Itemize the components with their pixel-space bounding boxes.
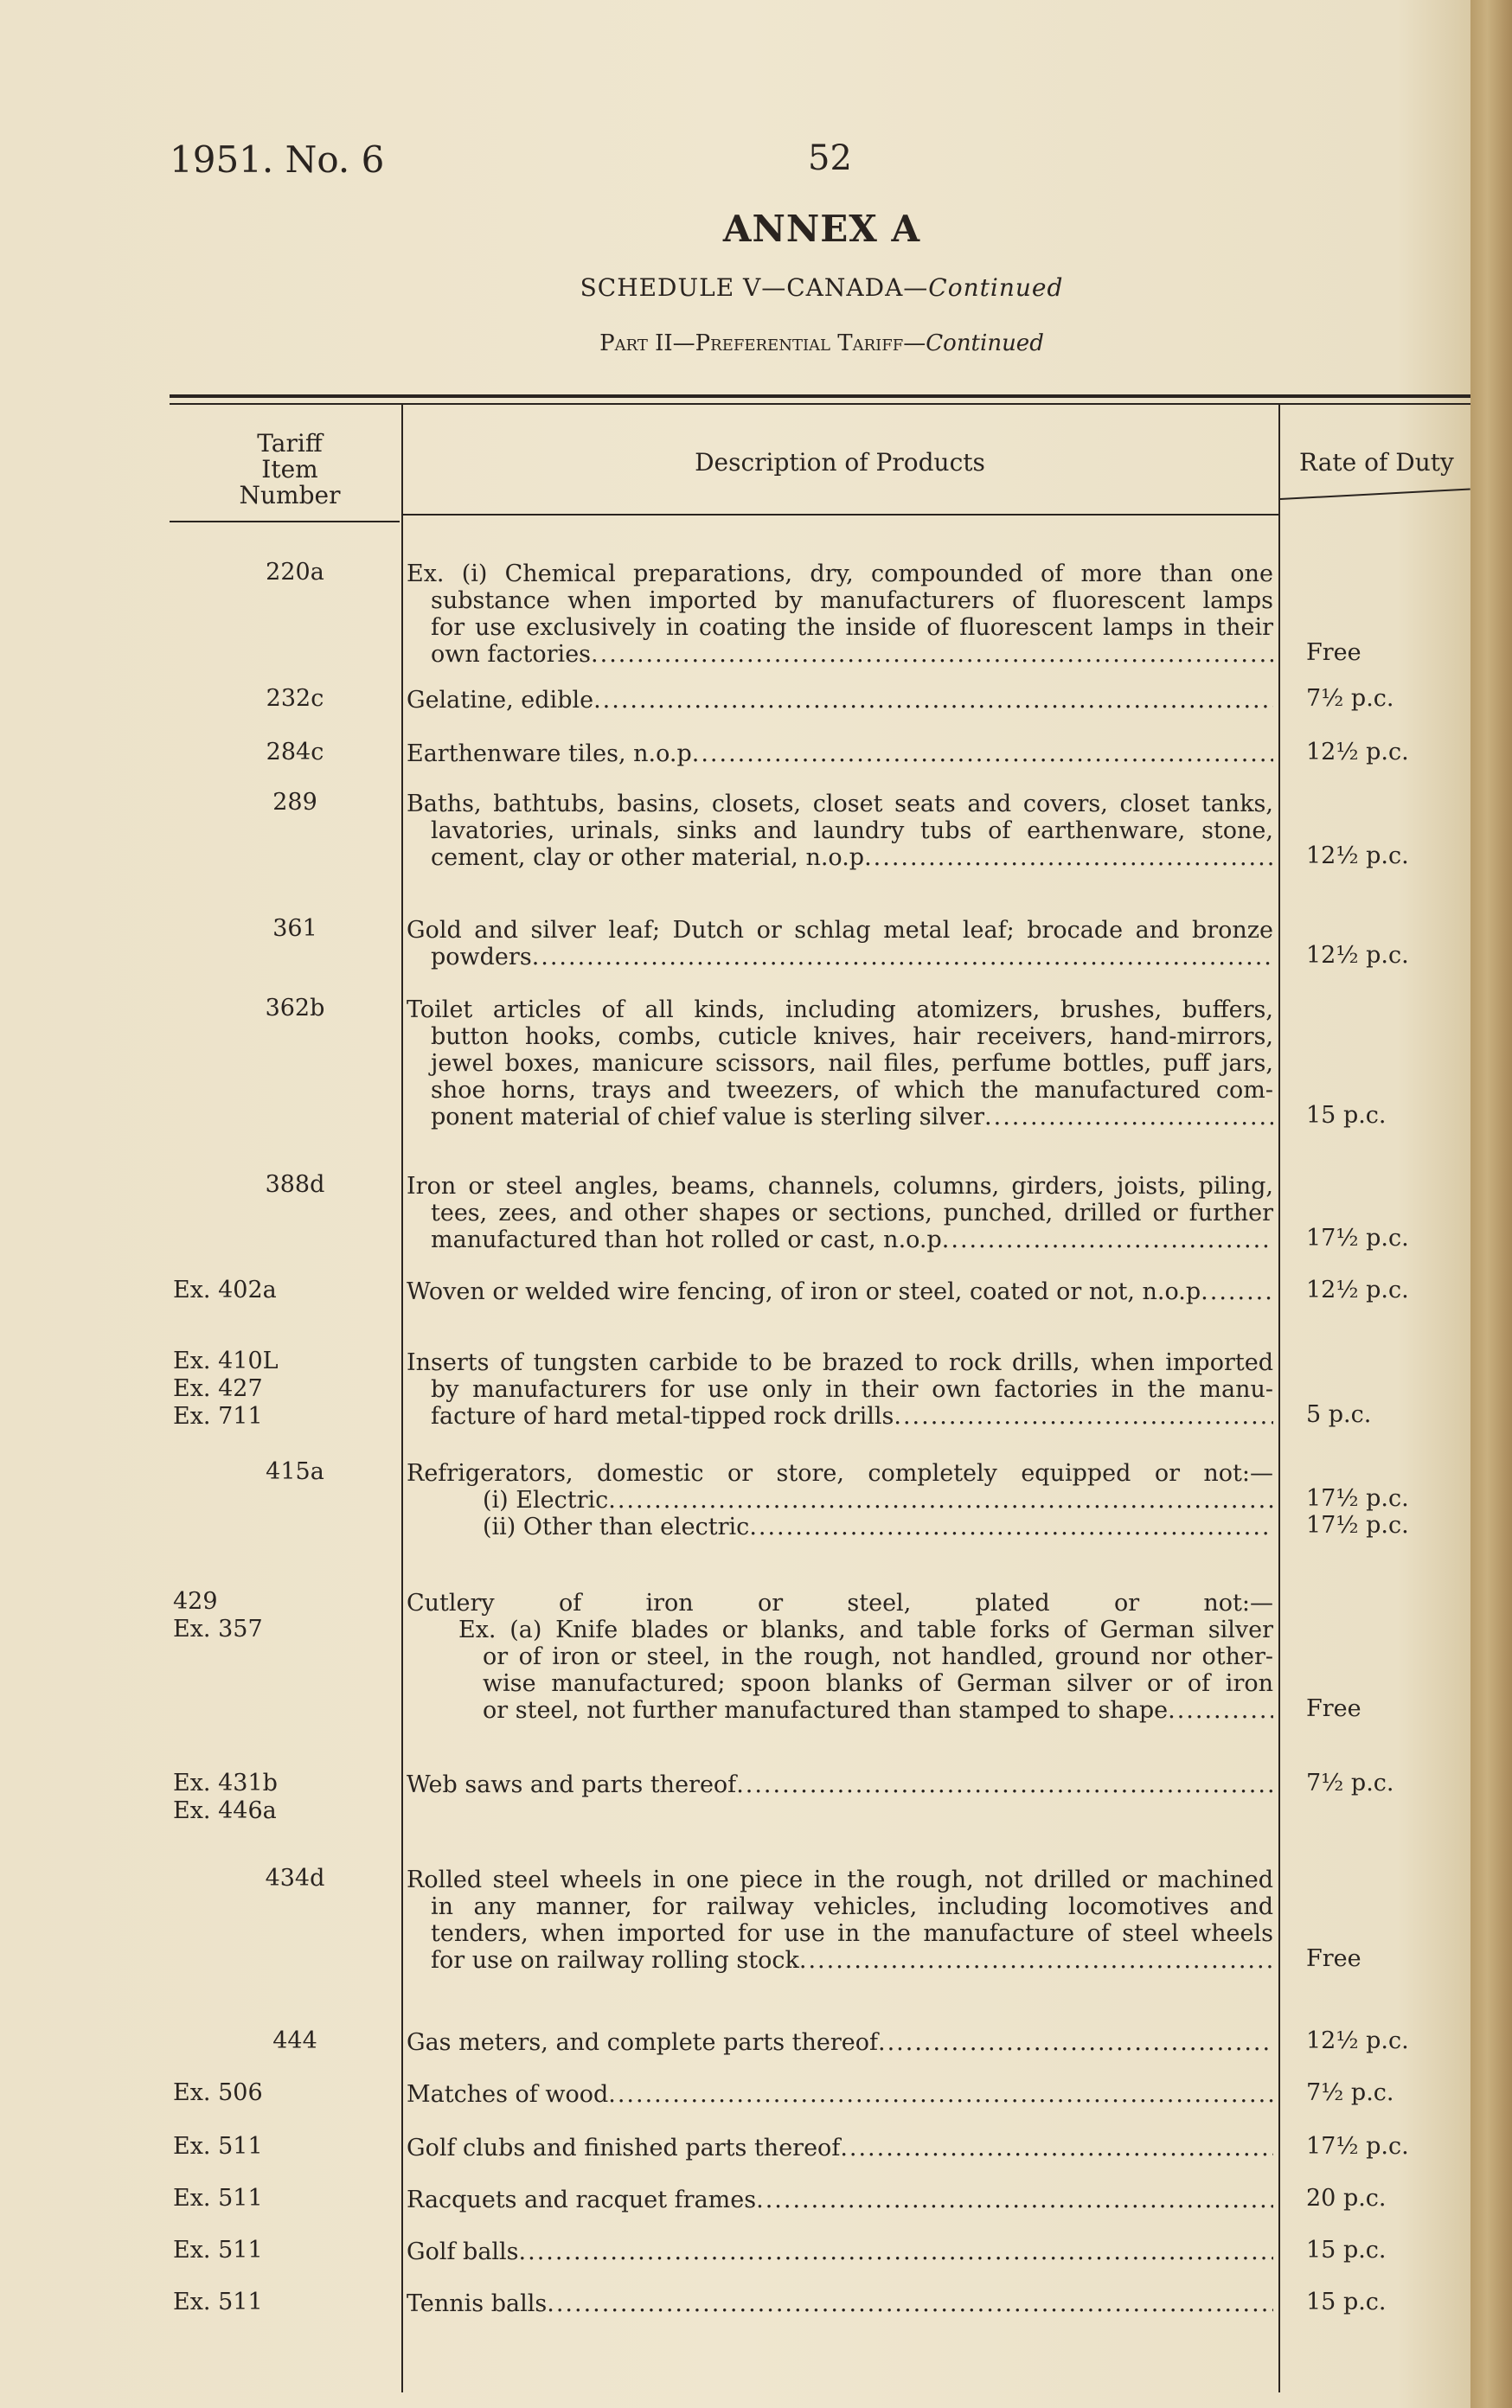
tariff-item-number — [173, 1348, 355, 1431]
product-description — [407, 791, 1273, 871]
tariff-item-number — [173, 2133, 355, 2161]
tariff-item-number — [204, 685, 386, 713]
rate-of-duty: 12½ p.c. — [1306, 739, 1409, 765]
column-header-item-line: Tariff — [257, 429, 323, 458]
tariff-code: 220a — [266, 559, 324, 586]
year-number: 1951. No. 6 — [170, 138, 385, 181]
tariff-code: 429 — [173, 1588, 218, 1615]
description-line: Inserts of tungsten carbide to be brazed to rock drills, when imported — [407, 1349, 1273, 1376]
leader-dots — [878, 2029, 1273, 2056]
tariff-code: Ex. 410L — [173, 1348, 279, 1374]
column-header-item-line: Item — [261, 455, 318, 484]
product-description — [407, 996, 1273, 1130]
description-line: Golf balls — [407, 2238, 519, 2265]
product-description — [407, 2081, 1273, 2108]
description-line: Ex. (i) Chemical preparations, dry, compounded of more than one — [407, 560, 1273, 587]
rate-of-duty: 12½ p.c. — [1306, 2027, 1409, 2054]
table-top-rule-thin — [170, 403, 1470, 405]
column-header-rate: Rate of Duty — [1299, 448, 1454, 477]
tariff-item-number — [204, 1865, 386, 1892]
description-line: Toilet articles of all kinds, including atomizers, brushes, buffers, — [407, 996, 1273, 1023]
description-line: powders — [431, 944, 532, 970]
description-line: Woven or welded wire fencing, of iron or steel, coated or not, n.o.p — [407, 1278, 1201, 1305]
tariff-code: 388d — [265, 1171, 325, 1198]
tariff-code: Ex. 431b — [173, 1770, 278, 1796]
tariff-code: 361 — [272, 915, 317, 942]
tariff-code: Ex. 511 — [173, 2133, 263, 2160]
tariff-item-number — [173, 2237, 355, 2264]
tariff-code: 444 — [272, 2027, 317, 2054]
annex-title-text: ANNEX A — [722, 208, 921, 250]
leader-dots — [840, 2135, 1273, 2161]
leader-dots — [532, 944, 1273, 970]
description-line: or steel, not further manufactured than stamped to shape — [483, 1697, 1169, 1724]
tariff-code: Ex. 427 — [173, 1375, 263, 1402]
tariff-item-number — [173, 1277, 355, 1304]
product-description — [407, 1867, 1273, 1974]
schedule-main: SCHEDULE V—CANADA— — [580, 273, 929, 302]
product-description — [407, 1771, 1273, 1798]
table-top-rule — [170, 394, 1470, 398]
product-description — [407, 2290, 1273, 2317]
rate-of-duty: 15 p.c. — [1306, 2237, 1387, 2264]
description-line: Matches of wood — [407, 2081, 609, 2108]
leader-dots — [593, 687, 1273, 714]
description-line: Web saws and parts thereof — [407, 1771, 737, 1798]
description-line: (ii) Other than electric — [483, 1514, 750, 1540]
product-description — [407, 1173, 1273, 1253]
tariff-code: Ex. 402a — [173, 1277, 277, 1303]
rate-of-duty: 20 p.c. — [1306, 2185, 1387, 2212]
description-line: own factories — [431, 641, 592, 668]
tariff-code: 232c — [266, 685, 324, 712]
description-line: for use exclusively in coating the inside of fluorescent lamps in their — [431, 614, 1273, 641]
product-description — [407, 2029, 1273, 2056]
tariff-code: Ex. 511 — [173, 2237, 263, 2264]
leader-dots — [942, 1226, 1273, 1253]
part-main: Part II—Preferential Tariff— — [599, 330, 926, 356]
part-title — [0, 330, 1512, 356]
product-description — [407, 1278, 1273, 1305]
description-line: for use on railway rolling stock — [431, 1947, 799, 1974]
product-description — [407, 2135, 1273, 2161]
rate-of-duty: 12½ p.c. — [1306, 1277, 1409, 1303]
header-underline-desc — [401, 514, 1278, 516]
description-line: Gas meters, and complete parts thereof — [407, 2029, 879, 2056]
product-description — [407, 917, 1273, 970]
description-line: Rolled steel wheels in one piece in the rough, not drilled or machined — [407, 1867, 1273, 1893]
description-line: tees, zees, and other shapes or sections, punched, drilled or further — [431, 1200, 1273, 1226]
rate-of-duty: 12½ p.c. — [1306, 942, 1409, 969]
leader-dots — [591, 641, 1273, 668]
column-rule-2 — [1278, 403, 1280, 2392]
tariff-code: 284c — [266, 739, 324, 765]
rate-of-duty: 17½ p.c. — [1306, 2133, 1409, 2160]
product-description — [407, 1460, 1273, 1540]
leader-dots — [749, 1514, 1273, 1540]
tariff-code: Ex. 446a — [173, 1797, 277, 1824]
schedule-title — [0, 273, 1512, 302]
tariff-item-number — [173, 2079, 355, 2107]
column-header-item — [199, 431, 381, 509]
rate-of-duty: 12½ p.c. — [1306, 842, 1409, 869]
schedule-continued: Continued — [928, 273, 1064, 302]
leader-dots — [547, 2290, 1273, 2317]
description-line: wise manufactured; spoon blanks of German silver or of iron — [483, 1670, 1273, 1697]
tariff-code: Ex. 511 — [173, 2185, 263, 2212]
part-continued: Continued — [926, 330, 1044, 356]
leader-dots — [756, 2187, 1273, 2213]
description-line: Gold and silver leaf; Dutch or schlag metal leaf; brocade and bronze — [407, 917, 1273, 944]
rate-of-duty: 15 p.c. — [1306, 1102, 1387, 1129]
product-description — [407, 2238, 1273, 2265]
tariff-item-number — [173, 2289, 355, 2316]
column-header-item-line: Number — [239, 481, 341, 509]
description-line: Ex. (a) Knife blades or blanks, and table forks of German silver — [458, 1617, 1273, 1643]
tariff-item-number — [204, 559, 386, 586]
rate-of-duty: 7½ p.c. — [1306, 1770, 1394, 1796]
tariff-code: 362b — [265, 995, 325, 1021]
rate-of-duty: 7½ p.c. — [1306, 685, 1394, 712]
tariff-item-number — [173, 1588, 355, 1643]
leader-dots — [692, 740, 1273, 767]
description-line: Racquets and racquet frames — [407, 2187, 757, 2213]
product-description — [407, 740, 1273, 767]
column-rule-1 — [401, 403, 403, 2392]
tariff-item-number — [204, 2027, 386, 2055]
tariff-code: Ex. 357 — [173, 1616, 263, 1643]
leader-dots — [608, 1487, 1273, 1514]
rate-of-duty: 17½ p.c. — [1306, 1512, 1409, 1539]
description-line: Earthenware tiles, n.o.p — [407, 740, 692, 767]
description-line: or of iron or steel, in the rough, not handled, ground nor other- — [483, 1643, 1273, 1670]
leader-dots — [894, 1403, 1273, 1430]
tariff-item-number — [204, 739, 386, 766]
tariff-item-number — [204, 915, 386, 943]
product-description — [407, 687, 1273, 714]
leader-dots — [799, 1947, 1273, 1974]
description-line: lavatories, urinals, sinks and laundry tubs of earthenware, stone, — [431, 817, 1273, 844]
tariff-item-number — [204, 1171, 386, 1199]
description-line: in any manner, for railway vehicles, including locomotives and — [431, 1893, 1273, 1920]
rate-of-duty: Free — [1306, 639, 1361, 666]
product-description — [407, 2187, 1273, 2213]
description-line: Refrigerators, domestic or store, completely equipped or not:— — [407, 1460, 1273, 1487]
header-underline-item — [170, 521, 400, 522]
tariff-code: Ex. 511 — [173, 2289, 263, 2315]
description-line: jewel boxes, manicure scissors, nail files, perfume bottles, puff jars, — [431, 1050, 1273, 1077]
description-line: Baths, bathtubs, basins, closets, closet seats and covers, closet tanks, — [407, 791, 1273, 817]
product-description — [407, 1349, 1273, 1430]
column-header-description: Description of Products — [695, 448, 985, 477]
description-line: shoe horns, trays and tweezers, of which the manufactured com- — [431, 1077, 1273, 1104]
description-line: facture of hard metal-tipped rock drills — [431, 1403, 894, 1430]
description-line: Cutlery of iron or steel, plated or not:— — [407, 1590, 1273, 1617]
rate-of-duty: 17½ p.c. — [1306, 1485, 1409, 1512]
leader-dots — [1168, 1697, 1273, 1724]
rate-of-duty: 17½ p.c. — [1306, 1225, 1409, 1252]
leader-dots — [864, 844, 1273, 871]
rate-of-duty: Free — [1306, 1695, 1361, 1722]
description-line: substance when imported by manufacturers of fluorescent lamps — [431, 587, 1273, 614]
rate-of-duty: 7½ p.c. — [1306, 2079, 1394, 2106]
leader-dots — [519, 2238, 1273, 2265]
rate-of-duty: 15 p.c. — [1306, 2289, 1387, 2315]
tariff-item-number — [173, 2185, 355, 2213]
tariff-code: 415a — [266, 1458, 324, 1485]
product-description — [407, 1590, 1273, 1724]
leader-dots — [736, 1771, 1273, 1798]
rate-of-duty: 5 p.c. — [1306, 1401, 1372, 1428]
tariff-code: 289 — [272, 789, 317, 816]
tariff-code: 434d — [265, 1865, 325, 1892]
leader-dots — [608, 2081, 1273, 2108]
description-line: by manufacturers for use only in their own factories in the manu- — [431, 1376, 1273, 1403]
tariff-item-number — [173, 1770, 355, 1825]
product-description — [407, 560, 1273, 668]
rate-of-duty: Free — [1306, 1945, 1361, 1972]
description-line: Golf clubs and finished parts thereof — [407, 2135, 841, 2161]
tariff-code: Ex. 711 — [173, 1403, 263, 1430]
description-line: button hooks, combs, cuticle knives, hair receivers, hand-mirrors, — [431, 1023, 1273, 1050]
leader-dots — [1201, 1278, 1273, 1305]
description-line: (i) Electric — [483, 1487, 609, 1514]
book-spine — [1470, 0, 1512, 2408]
description-line: cement, clay or other material, n.o.p — [431, 844, 865, 871]
description-line: manufactured than hot rolled or cast, n.o.p — [431, 1226, 942, 1253]
annex-title — [0, 208, 1512, 250]
description-line: Iron or steel angles, beams, channels, columns, girders, joists, piling, — [407, 1173, 1273, 1200]
tariff-item-number — [204, 995, 386, 1022]
description-line: Tennis balls — [407, 2290, 548, 2317]
page-number: 52 — [808, 138, 852, 178]
description-line: Gelatine, edible — [407, 687, 594, 714]
tariff-item-number — [204, 1458, 386, 1486]
description-line: ponent material of chief value is sterling silver — [431, 1104, 985, 1130]
leader-dots — [984, 1104, 1273, 1130]
tariff-code: Ex. 506 — [173, 2079, 263, 2106]
description-line: tenders, when imported for use in the manufacture of steel wheels — [431, 1920, 1273, 1947]
tariff-item-number — [204, 789, 386, 817]
